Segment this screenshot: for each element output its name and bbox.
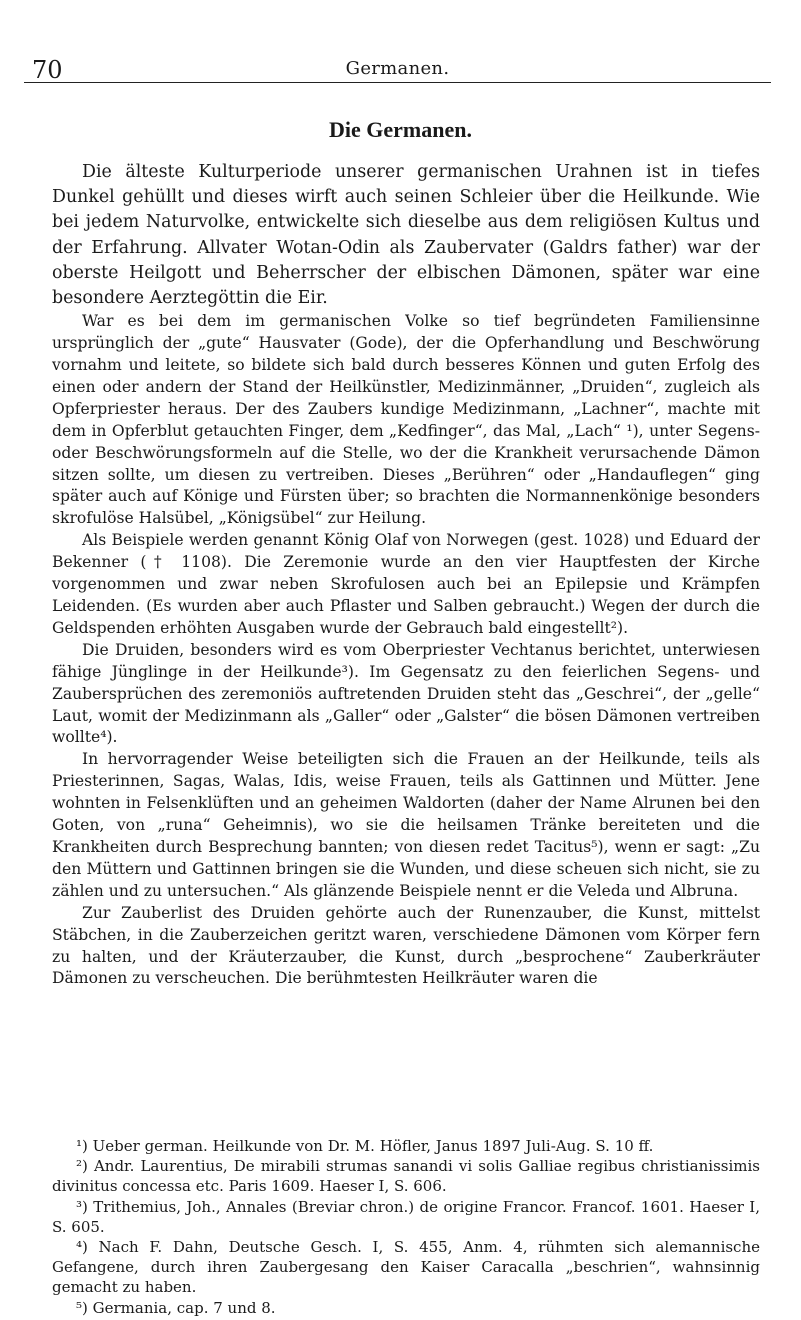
page-header <box>24 54 771 84</box>
running-head: Germanen. <box>345 58 450 79</box>
chapter-title: Die Germanen. <box>329 117 472 142</box>
paragraph: War es bei dem im germanischen Volke so tief begründeten Familiensinne ursprünglich der „gute“ Hausvater (Gode), der die Opferhandlung und Beschwörung vornahm und leitete, so bildete sich bald durch besseres Können und guten Erfolg des einen oder andern der Stand der Heilkünstler, Medizinmänner, „Druiden“, zugleich als Opferpriester heraus. Der des Zaubers kundige Medizinmann, „Lachner“, machte mit dem in Opferblut getauchten Finger, dem „Kedfinger“, das Mal, „Lach“ ¹), unter Segens- oder Beschwörungsformeln auf die Stelle, wo der die Krankheit verursachende Dämon sitzen sollte, um diesen zu vertreiben. Dieses „Berühren“ oder „Handauflegen“ ging später auch auf Könige und Fürsten über; so brachten die Normannenkönige besonders skrofulöse Halsübel, „Königsübel“ zur Heilung. <box>52 312 760 528</box>
footnote: ²) Andr. Laurentius, De mirabili strumas sanandi vi solis Galliae regibus christianissimis divinitus concessa etc. Paris 1609. Haeser I, S. 606. <box>52 1157 760 1196</box>
paragraph: Als Beispiele werden genannt König Olaf von Norwegen (gest. 1028) und Eduard der Bekenner († 1108). Die Zeremonie wurde an den vier Hauptfesten der Kirche vorgenommen und zwar neben Skrofulosen auch bei an Epilepsie und Krämpfen Leidenden. (Es wurden aber auch Pflaster und Salben gebraucht.) Wegen der durch die Geldspenden erhöhten Ausgaben wurde der Gebrauch bald eingestellt²). <box>52 531 760 637</box>
paragraph: Die älteste Kulturperiode unserer germanischen Urahnen ist in tiefes Dunkel gehüllt und dieses wirft auch seinen Schleier über die Heilkunde. Wie bei jedem Naturvolke, entwickelte sich dieselbe aus dem religiösen Kultus und der Erfahrung. Allvater Wotan-Odin als Zaubervater (Galdrs father) war der oberste Heilgott und Beherrscher der elbischen Dämonen, später war eine besondere Aerztegöttin die Eir. <box>52 162 760 309</box>
header-rule <box>24 82 771 83</box>
paragraph: Die Druiden, besonders wird es vom Oberpriester Vechtanus berichtet, unterwiesen fähige Jünglinge in der Heilkunde³). Im Gegensatz zu den feierlichen Segens- und Zaubersprüchen des zeremoniös auftretenden Druiden steht das „Geschrei“, der „gelle“ Laut, womit der Medizinmann als „Galler“ oder „Galster“ die bösen Dämonen vertreiben wollte⁴). <box>52 640 760 747</box>
footnote: ³) Trithemius, Joh., Annales (Breviar chron.) de origine Francor. Francof. 1601. Haeser I, S. 605. <box>52 1197 760 1236</box>
body-text <box>52 160 760 990</box>
footnote: ⁵) Germania, cap. 7 und 8. <box>76 1298 276 1317</box>
paragraph: Zur Zauberlist des Druiden gehörte auch der Runenzauber, die Kunst, mittelst Stäbchen, in die Zauberzeichen geritzt waren, verschiedene Dämonen vom Körper fern zu halten, und der Kräuterzauber, die Kunst, durch „besprochene“ Zauberkräuter Dämonen zu verscheuchen. Die berühmtesten Heilkräuter waren die <box>52 903 760 988</box>
footnote: ¹) Ueber german. Heilkunde von Dr. M. Höfler, Janus 1897 Juli-Aug. S. 10 ff. <box>76 1137 654 1155</box>
footnote: ⁴) Nach F. Dahn, Deutsche Gesch. I, S. 455, Anm. 4, rühmten sich alemannische Gefangene, durch ihren Zaubergesang den Kaiser Caracalla „beschrien“, wahnsinnig gemacht zu haben. <box>52 1238 760 1297</box>
footnotes <box>52 1136 760 1318</box>
page-number: 70 <box>32 56 63 84</box>
paragraph: In hervorragender Weise beteiligten sich die Frauen an der Heilkunde, teils als Priesterinnen, Sagas, Walas, Idis, weise Frauen, teils als Gattinnen und Mütter. Jene wohnten in Felsenklüften und an geheimen Waldorten (daher der Name Alrunen bei den Goten, von „runa“ Geheimnis), wo sie die heilsamen Tränke bereiteten und die Krankheiten durch Besprechung bannten; von diesen redet Tacitus⁵), wenn er sagt: „Zu den Müttern und Gattinnen bringen sie die Wunden, und diese scheuen sich nicht, sie zu zählen und zu untersuchen.“ Als glänzende Beispiele nennt er die Veleda und Albruna. <box>52 750 760 900</box>
